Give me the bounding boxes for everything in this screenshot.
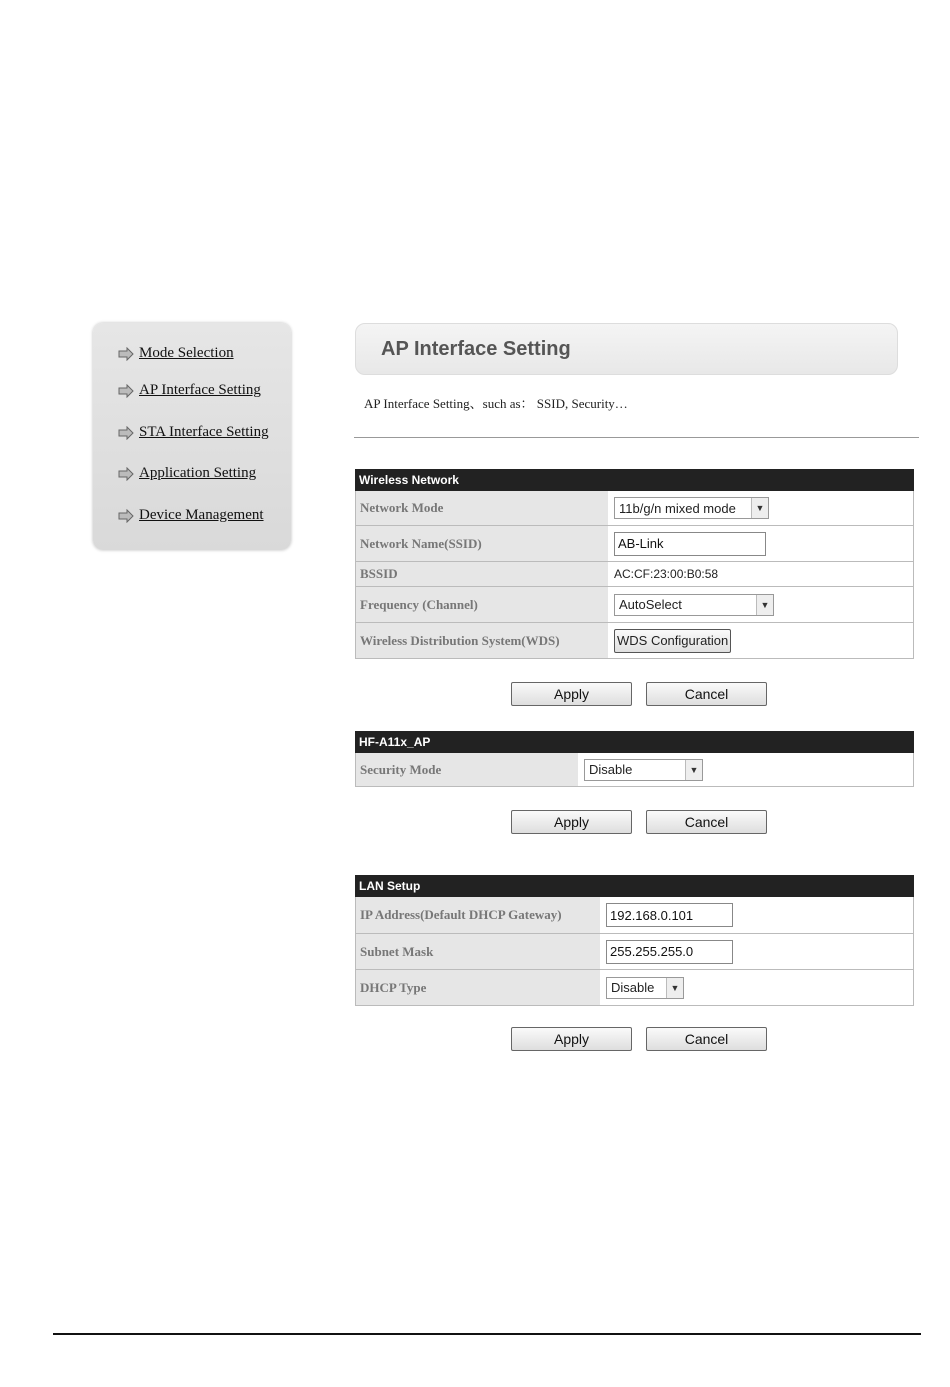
panel-title: HF-A11x_AP [355, 731, 914, 753]
arrow-right-icon [118, 384, 134, 398]
dhcp-type-value: Disable [611, 980, 655, 995]
sidebar-item-label[interactable]: STA Interface Setting [139, 424, 269, 440]
frequency-row [355, 587, 914, 623]
arrow-right-icon [118, 509, 134, 523]
sidebar-item-label[interactable]: Application Setting [139, 465, 257, 481]
ssid-input[interactable] [614, 532, 766, 556]
panel-title: LAN Setup [355, 875, 914, 897]
ip-address-label: IP Address(Default DHCP Gateway) [356, 897, 602, 933]
wireless-cancel-button[interactable]: Cancel [646, 682, 767, 706]
chevron-down-icon: ▼ [756, 595, 773, 615]
sidebar-item-label[interactable]: Device Management [139, 507, 264, 523]
page-description: AP Interface Setting、such as： SSID, Security… [364, 396, 628, 411]
bssid-row [355, 562, 914, 587]
wireless-network-panel [355, 469, 914, 659]
frequency-cell [610, 587, 913, 622]
frequency-label: Frequency (Channel) [356, 587, 610, 622]
subnet-mask-cell [602, 934, 913, 969]
wds-row [355, 623, 914, 659]
wds-configuration-button[interactable]: WDS Configuration [614, 629, 731, 653]
sidebar-item-ap-interface-setting[interactable] [118, 382, 261, 399]
security-apply-button[interactable]: Apply [511, 810, 632, 834]
ssid-row [355, 526, 914, 562]
sidebar-menu [93, 323, 291, 550]
frequency-select[interactable] [614, 594, 774, 616]
chevron-down-icon: ▼ [666, 978, 683, 998]
sidebar-item-label[interactable]: Mode Selection [139, 345, 234, 361]
sidebar-item-mode-selection[interactable] [118, 345, 234, 362]
sidebar-item-application-setting[interactable] [118, 465, 256, 482]
sidebar-item-sta-interface-setting[interactable] [118, 424, 269, 441]
ssid-label: Network Name(SSID) [356, 526, 610, 561]
frequency-value: AutoSelect [619, 597, 682, 612]
page-title: AP Interface Setting [381, 338, 571, 360]
panel-title: Wireless Network [355, 469, 914, 491]
security-panel [355, 731, 914, 787]
wds-cell [610, 623, 913, 658]
dhcp-type-select[interactable] [606, 977, 684, 999]
ip-address-cell [602, 897, 913, 933]
network-mode-label: Network Mode [356, 491, 610, 525]
dhcp-type-cell [602, 970, 913, 1005]
security-mode-cell [580, 753, 913, 786]
lan-apply-button[interactable]: Apply [511, 1027, 632, 1051]
wds-label: Wireless Distribution System(WDS) [356, 623, 610, 658]
ip-address-row [355, 897, 914, 934]
subnet-mask-row [355, 934, 914, 970]
arrow-right-icon [118, 347, 134, 361]
footer-divider [53, 1333, 921, 1335]
lan-cancel-button[interactable]: Cancel [646, 1027, 767, 1051]
ssid-cell [610, 526, 913, 561]
ip-address-input[interactable] [606, 903, 733, 927]
network-mode-row [355, 491, 914, 526]
subnet-mask-input[interactable] [606, 940, 733, 964]
dhcp-type-label: DHCP Type [356, 970, 602, 1005]
dhcp-type-row [355, 970, 914, 1006]
network-mode-cell [610, 491, 913, 525]
chevron-down-icon: ▼ [751, 498, 768, 518]
security-mode-row [355, 753, 914, 787]
page-header [355, 323, 898, 375]
chevron-down-icon: ▼ [685, 760, 702, 780]
lan-setup-panel [355, 875, 914, 1006]
arrow-right-icon [118, 467, 134, 481]
bssid-value: AC:CF:23:00:B0:58 [614, 567, 719, 581]
bssid-label: BSSID [356, 562, 610, 586]
security-mode-value: Disable [589, 762, 633, 777]
security-mode-label: Security Mode [356, 753, 580, 786]
security-cancel-button[interactable]: Cancel [646, 810, 767, 834]
arrow-right-icon [118, 426, 134, 440]
network-mode-value: 11b/g/n mixed mode [619, 500, 736, 516]
security-mode-select[interactable] [584, 759, 703, 781]
network-mode-select[interactable] [614, 497, 769, 519]
divider [354, 437, 919, 438]
sidebar-item-device-management[interactable] [118, 507, 264, 524]
sidebar-item-label[interactable]: AP Interface Setting [139, 382, 261, 398]
wireless-apply-button[interactable]: Apply [511, 682, 632, 706]
subnet-mask-label: Subnet Mask [356, 934, 602, 969]
